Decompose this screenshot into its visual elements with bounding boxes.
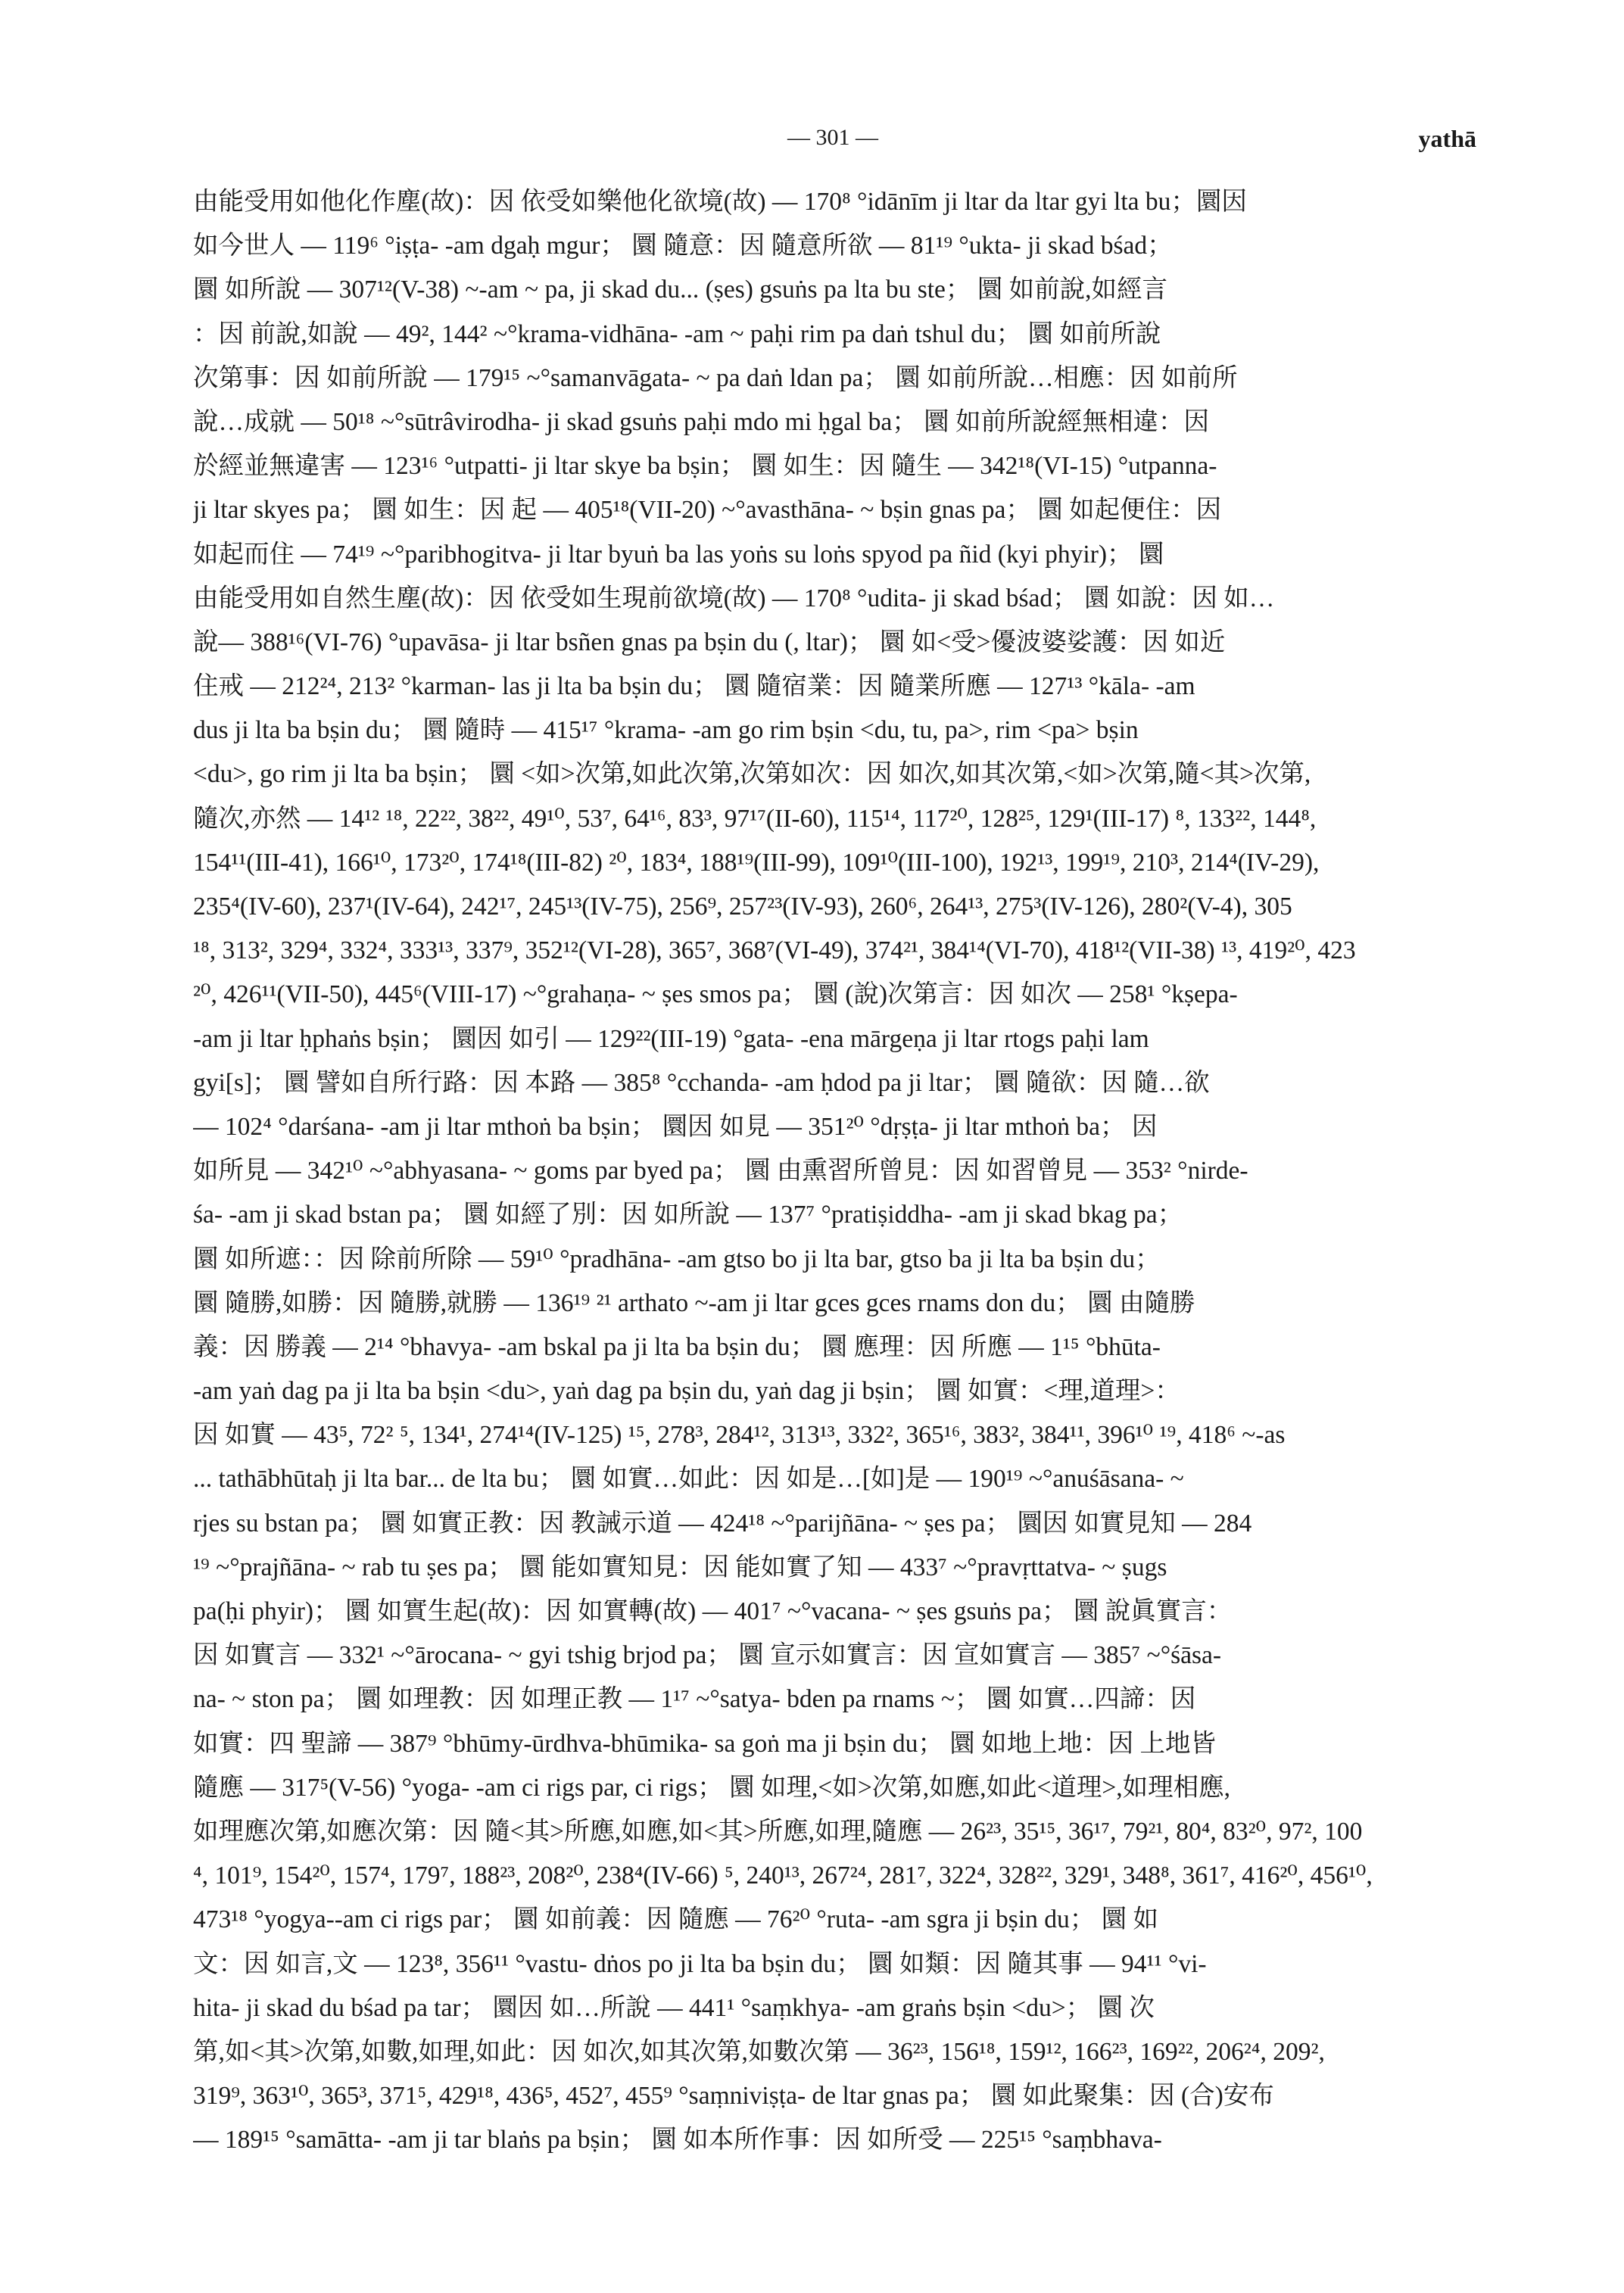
entry-line: pa(ḥi phyir)； 圜 如實生起(故)：因 如實轉(故) — 401⁷ ~°vacana- ~ ṣes gsuṅs pa； 圜 說眞實言： [193, 1597, 1233, 1625]
entry-line: 如今世人 — 119⁶ °iṣṭa- -am dgaḥ mgur； 圜 隨意：因 隨意所欲 — 81¹⁹ °ukta- ji skad bśad； [193, 232, 1173, 260]
entry-line: 由能受用如自然生塵(故)：因 依受如生現前欲境(故) — 170⁸ °udita- ji skad bśad； 圜 如說：因 如… [193, 584, 1275, 612]
entry-line: 說— 388¹⁶(VI-76) °upavāsa- ji ltar bsñen gnas pa bṣin du (, ltar)； 圜 如<受>優波婆娑護：因 如近 [193, 628, 1226, 656]
entry-line: rjes su bstan pa； 圜 如實正教：因 教誡示道 — 424¹⁸ ~°parijñāna- ~ ṣes pa； 圜因 如實見知 — 284 [193, 1509, 1252, 1537]
entry-line: ji ltar skyes pa； 圜 如生：因 起 — 405¹⁸(VII-20) ~°avasthāna- ~ bṣin gnas pa； 圜 如起便住：因 [193, 496, 1222, 525]
entry-line: 如起而住 — 74¹⁹ ~°paribhogitva- ji ltar byuṅ ba las yoṅs su loṅs spyod pa ñid (kyi phyir)； 圜 [193, 540, 1164, 569]
entry-line: <du>, go rim ji lta ba bṣin； 圜 <如>次第,如此次第,次第如次：因 如次,如其次第,<如>次第,隨<其>次第, [193, 760, 1311, 789]
entry-line: — 102⁴ °darśana- -am ji ltar mthoṅ ba bṣin； 圜因 如見 — 351²⁰ °dṛṣṭa- ji ltar mthoṅ ba； 因 [193, 1112, 1158, 1141]
entry-line: na- ~ ston pa； 圜 如理教：因 如理正教 — 1¹⁷ ~°satya- bden pa rnams ~； 圜 如實…四諦：因 [193, 1685, 1196, 1714]
entry-line: 319⁹, 363¹⁰, 365³, 371⁵, 429¹⁸, 436⁵, 452⁷, 455⁹ °saṃniviṣṭa- de ltar gnas pa； 圜 如此聚集：因 (合)安布 [193, 2082, 1274, 2111]
entry-line: 文：因 如言,文 — 123⁸, 356¹¹ °vastu- dṅos po ji lta ba bṣin du； 圜 如類：因 隨其事 — 94¹¹ °vi- [193, 1949, 1207, 1978]
entry-line: gyi[s]； 圜 譬如自所行路：因 本路 — 385⁸ °cchanda- -am ḥdod pa ji ltar； 圜 隨欲：因 隨…欲 [193, 1068, 1210, 1097]
entry-line: — 189¹⁵ °samātta- -am ji tar blaṅs pa bṣin； 圜 如本所作事：因 如所受 — 225¹⁵ °saṃbhava- [193, 2126, 1162, 2154]
entry-line: 如實：四 聖諦 — 387⁹ °bhūmy-ūrdhva-bhūmika- sa goṅ ma ji bṣin du； 圜 如地上地：因 上地皆 [193, 1729, 1217, 1758]
entry-line: 說…成就 — 50¹⁸ ~°sūtrâvirodha- ji skad gsuṅs paḥi mdo mi ḥgal ba； 圜 如前所說經無相違：因 [193, 407, 1209, 436]
entry-line: 隨次,亦然 — 14¹² ¹⁸, 22²², 38²², 49¹⁰, 53⁷, 64¹⁶, 83³, 97¹⁷(II-60), 115¹⁴, 117²⁰, 128²⁵, 129¹(III-17) ⁸, 133²², 144⁸, [193, 804, 1317, 833]
entry-line: 義：因 勝義 — 2¹⁴ °bhavya- -am bskal pa ji lta ba bṣin du； 圜 應理：因 所應 — 1¹⁵ °bhūta- [193, 1332, 1161, 1361]
entry-line: ²⁰, 426¹¹(VII-50), 445⁶(VIII-17) ~°grahaṇa- ~ ṣes smos pa； 圜 (說)次第言：因 如次 — 258¹ °kṣepa- [193, 980, 1238, 1009]
entry-line: ⁴, 101⁹, 154²⁰, 157⁴, 179⁷, 188²³, 208²⁰, 238⁴(IV-66) ⁵, 240¹³, 267²⁴, 281⁷, 322⁴, 328²², 329¹, 348⁸, 361⁷, 416²⁰, 456¹⁰, [193, 1862, 1373, 1890]
entry-line: ：因 前說,如說 — 49², 144² ~°krama-vidhāna- -am ~ paḥi rim pa daṅ tshul du； 圜 如前所說 [193, 319, 1161, 348]
entry-line: 於經並無違害 — 123¹⁶ °utpatti- ji ltar skye ba bṣin； 圜 如生：因 隨生 — 342¹⁸(VI-15) °utpanna- [193, 452, 1217, 481]
dictionary-entry-body [193, 180, 1507, 2162]
entry-line: 住戒 — 212²⁴, 213² °karman- las ji lta ba bṣin du； 圜 隨宿業：因 隨業所應 — 127¹³ °kāla- -am [193, 672, 1195, 701]
entry-line: ¹⁹ ~°prajñāna- ~ rab tu ṣes pa； 圜 能如實知見：因 能如實了知 — 433⁷ ~°pravṛttatva- ~ ṣugs [193, 1553, 1167, 1581]
entry-line: 隨應 — 317⁵(V-56) °yoga- -am ci rigs par, ci rigs； 圜 如理,<如>次第,如應,如此<道理>,如理相應, [193, 1773, 1230, 1802]
page-number: — 301 — [787, 125, 878, 150]
entry-line: 235⁴(IV-60), 237¹(IV-64), 242¹⁷, 245¹³(IV-75), 256⁹, 257²³(IV-93), 260⁶, 264¹³, 275³(IV-126), 280²(V-4), 305 [193, 893, 1292, 921]
entry-line: śa- -am ji skad bstan pa； 圜 如經了別：因 如所說 — 137⁷ °pratiṣiddha- -am ji skad bkag pa； [193, 1201, 1183, 1229]
entry-line: 次第事：因 如前所說 — 179¹⁵ ~°samanvāgata- ~ pa daṅ ldan pa； 圜 如前所說…相應：因 如前所 [193, 363, 1238, 392]
entry-line: hita- ji skad du bśad pa tar； 圜因 如…所說 — 441¹ °saṃkhya- -am graṅs bṣin <du>； 圜 次 [193, 1993, 1155, 2022]
entry-line: ¹⁸, 313², 329⁴, 332⁴, 333¹³, 337⁹, 352¹²(VI-28), 365⁷, 368⁷(VI-49), 374²¹, 384¹⁴(VI-70), 418¹²(VII-38) ¹³, 419²⁰, 423 [193, 936, 1356, 965]
entry-line: 圜 隨勝,如勝：因 隨勝,就勝 — 136¹⁹ ²¹ arthato ~-am ji ltar gces gces rnams don du； 圜 由隨勝 [193, 1288, 1195, 1317]
entry-line: 154¹¹(III-41), 166¹⁰, 173²⁰, 174¹⁸(III-82) ²⁰, 183⁴, 188¹⁹(III-99), 109¹⁰(III-100), 192¹³, 199¹⁹, 210³, 214⁴(IV-29), [193, 848, 1320, 877]
entry-line: 因 如實言 — 332¹ ~°ārocana- ~ gyi tshig brjod pa； 圜 宣示如實言：因 宣如實言 — 385⁷ ~°śāsa- [193, 1641, 1222, 1670]
entry-line: 由能受用如他化作塵(故)：因 依受如樂他化欲境(故) — 170⁸ °idānīm ji ltar da ltar gyi lta bu；圜因 [193, 188, 1247, 216]
running-head: yathā [1418, 125, 1476, 152]
entry-line: 473¹⁸ °yogya--am ci rigs par； 圜 如前義：因 隨應 — 76²⁰ °ruta- -am sgra ji bṣin du； 圜 如 [193, 1905, 1159, 1934]
entry-line: dus ji lta ba bṣin du； 圜 隨時 — 415¹⁷ °krama- -am go rim bṣin <du, tu, pa>, rim <pa> bṣin [193, 716, 1139, 745]
entry-line: 如所見 — 342¹⁰ ~°abhyasana- ~ goms par byed pa； 圜 由熏習所曾見：因 如習曾見 — 353² °nirde- [193, 1157, 1248, 1185]
page-header [0, 125, 1624, 170]
entry-line: -am ji ltar ḥphaṅs bṣin； 圜因 如引 — 129²²(III-19) °gata- -ena mārgeṇa ji ltar rtogs paḥi lam [193, 1024, 1149, 1053]
entry-line: -am yaṅ dag pa ji lta ba bṣin <du>, yaṅ dag pa bṣin du, yaṅ dag ji bṣin； 圜 如實：<理,道理>： [193, 1377, 1180, 1406]
entry-line: ... tathābhūtaḥ ji lta bar... de lta bu； 圜 如實…如此：因 如是…[如]是 — 190¹⁹ ~°anuśāsana- ~ [193, 1465, 1184, 1494]
entry-line: 圜 如所遮：：因 除前所除 — 59¹⁰ °pradhāna- -am gtso bo ji lta bar, gtso ba ji lta ba bṣin du； [193, 1245, 1161, 1273]
entry-line: 圜 如所說 — 307¹²(V-38) ~-am ~ pa, ji skad du... (ṣes) gsuṅs pa lta bu ste； 圜 如前說,如經言 [193, 276, 1168, 304]
entry-line: 因 如實 — 43⁵, 72² ⁵, 134¹, 274¹⁴(IV-125) ¹⁵, 278³, 284¹², 313¹³, 332², 365¹⁶, 383², 384¹¹, 396¹⁰ ¹⁹, 418⁶ ~-as [193, 1421, 1286, 1450]
entry-line: 如理應次第,如應次第：因 隨<其>所應,如應,如<其>所應,如理,隨應 — 26²³, 35¹⁵, 36¹⁷, 79²¹, 80⁴, 83²⁰, 97², 100 [193, 1817, 1363, 1846]
entry-line: 第,如<其>次第,如數,如理,如此：因 如次,如其次第,如數次第 — 36²³, 156¹⁸, 159¹², 166²³, 169²², 206²⁴, 209², [193, 2037, 1325, 2066]
